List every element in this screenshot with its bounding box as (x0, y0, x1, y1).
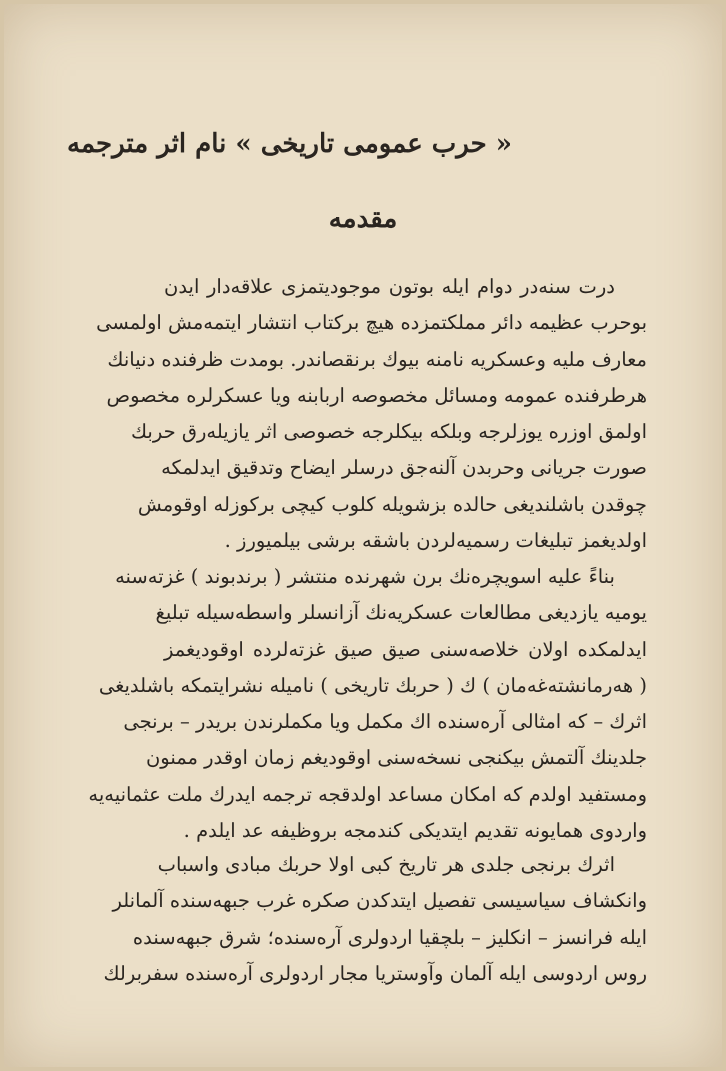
text-line: ( هه‌رمانشته‌غه‌مان ) ك ( حربك تاریخی ) نامیله نشرایتمکه باشلدیغی (98, 673, 647, 697)
text-line: اولدیغمز تبلیغات رسمیه‌لردن باشقه برشی بیلمیورز . (224, 529, 647, 553)
text-line: معارف ملیه وعسکریه نامنه بیوك برنقصاندر. بومدت ظرفنده دنیانك (107, 347, 647, 371)
text-line: روس اردوسی ایله آلمان وآوستریا مجار اردولری آره‌سنده سفربرلك (103, 961, 647, 985)
text-line: اثرك – که امثالی آره‌سنده اك مکمل ویا مکملرندن بریدر – برنجی (123, 710, 647, 734)
text-line: درت سنه‌در دوام ایله بوتون موجودیتمزی علاقه‌دار ایدن (164, 275, 615, 298)
text-line: ایله فرانسز – انکلیز – بلچقیا اردولری آره‌سنده؛ شرق جبهه‌سنده (132, 925, 647, 949)
document-title: « حرب عمومی تاریخی » نام اثر مترجمه (67, 129, 512, 159)
text-line: ایدلمکده اولان خلاصه‌سنی صیق صیق غزته‌لرده اوقودیغمز (164, 637, 647, 661)
section-heading: مقدمه (328, 204, 398, 234)
text-line: صورت جریانی وحربدن آلنه‌جق درسلر ایضاح وتدقیق ایدلمکه (161, 456, 647, 480)
text-line: بوحرب عظیمه دائر مملکتمزده هیچ برکتاب انتشار ایتمه‌مش اولمسی (96, 311, 647, 335)
text-line: اولمق اوزره یوزلرجه وبلکه بیکلرجه خصوصی اثر یازیله‌رق حربك (130, 420, 647, 444)
text-line: واردوی همایونه تقدیم ایتدیکی کندمجه بروظیفه عد ایلدم . (183, 819, 647, 843)
text-line: یومیه یازدیغی مطالعات عسکریه‌نك آزانسلر واسطه‌سیله تبلیغ (155, 601, 647, 625)
text-line: ومستفید اولدم که امکان مساعد اولدقجه ترجمه ایدرك ملت عثمانیه‌یه (88, 782, 647, 806)
paragraph-3 (103, 847, 647, 992)
text-line: بناءً علیه اسویچره‌نك برن شهرنده منتشر ( برندبوند ) غزته‌سنه (115, 565, 615, 588)
text-line: چوقدن باشلندیغی حالده بزشویله کلوب کیچی برکوزله اوقومش (137, 492, 647, 516)
document-page (4, 4, 722, 1067)
text-line: هرطرفنده عمومه ومسائل مخصوصه اربابنه ویا عسکرلره مخصوص (106, 383, 647, 407)
text-line: وانکشاف سیاسیسی تفصیل ایتدکدن صکره غرب جبهه‌سنده آلمانلر (112, 889, 647, 913)
text-line: جلدینك آلتمش بیکنجی نسخه‌سنی اوقودیغم زمان اوقدر ممنون (145, 746, 647, 770)
paragraph-2 (88, 559, 647, 849)
text-line: اثرك برنجی جلدی هر تاریخ کبی اولا حربك مبادی واسباب (157, 853, 615, 876)
paragraph-1 (96, 269, 647, 559)
